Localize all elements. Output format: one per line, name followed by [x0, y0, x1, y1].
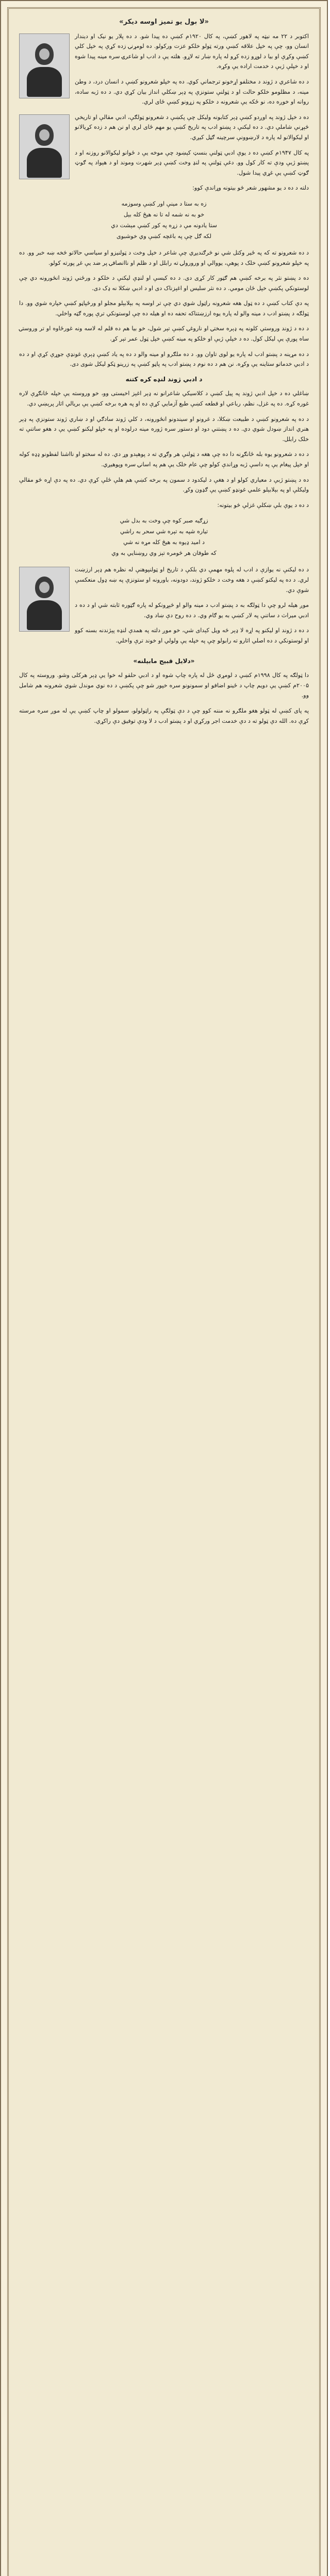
verse-line: لکه ګل چې په باغچه کښې وي خوشبوی	[117, 232, 211, 240]
paragraph: د ده مړینه د پښتو ادب له پاره یو لوی تاوان وو. د ده ملګرو او مینه والو د ده په یاد کښې ډېرې غونډې جوړې کړې او د ده د ادبي خدماتو ستاینه یې وکړه. نن هم د ده نوم د پښتو ادب په پاڼو کښې په زرینو ټکو لیکل شوی دی.	[19, 350, 309, 368]
paragraph: د ده د ژوند او لیکنو په اړه لا ډېر څه ویل کېدای شي، خو موږ دلته په همدې لنډه پېژندنه بسنه کوو او لوستونکي د ده اصلي اثارو ته رابولو چې په خپله یې ولولي او خوند ترې واخلي.	[75, 627, 309, 644]
page-frame	[7, 7, 321, 2576]
paragraph: ده د پښتو نثر په برخه کښې هم ګټور کار کړی دی. د ده کیسې او لنډې لیکنې د خلکو د ورځني ژوند انځورونه دي چې لوستونکي پکښې خپل ځان مومي. د ده نثر سلیس او اغېزناک دی او د ادبي ښکلا نه ډک دی.	[19, 275, 309, 292]
paragraph: اکتوبر د ۲۲ مه نیټه په لاهور کښې، په کال ۱۹۲۰م کښې ده پیدا شو. د ده پلار یو نیک او دیندار انسان وو، چې په خپل علاقه کښې ورته ټولو خلکو عزت ورکولو. ده لومړنۍ زده کړې په خپل کلي کښې وکړې او بیا د لوړو زده کړو له پاره ښار ته لاړو. هلته یې د ادب او شاعرۍ سره مینه پیدا شوه او د خپلې ژبې د خدمت اراده یې وکړه.	[75, 32, 309, 70]
verse-line: زه به ستا د مینې اور کښې وسوزمه	[121, 200, 207, 207]
paragraph: د ده د ژوند وروستي کلونه په ډېره سختۍ او ناروغۍ کښې تېر شول، خو بیا هم ده قلم له لاسه ونه غورځاوه او تر وروستۍ ساه پورې یې لیکل کول. ده د خپلې ژبې او خلکو په مینه کښې خپل ټول عمر تېر کړ.	[19, 325, 309, 343]
article-column	[19, 17, 309, 2576]
paragraph: د ده په شعرونو کښې د طبیعت ښکلا، د غرونو او سیندونو انځورونه، د کلي ژوند سادګي او د ښاري ژوند ستونزې په ډېر هنري انداز ښودل شوي دي. ده د پښتني دود او دستور سره ژوره مینه درلوده او په خپلو لیکنو کښې یې د هغو ساتنې ته خلک رابلل.	[19, 415, 309, 443]
verse-line: که طوفان هر څومره تېز وي روښنایي به وي	[111, 550, 217, 557]
paragraph: د ده د شعرونو یوه بله ځانګړنه دا ده چې هغه د ټولنې هر وګړي ته د پوهېدو وړ دي. ده له سختو او نااشنا لفظونو ډډه کوله او خپل پیغام یې په داسې ژبه وړاندې کولو چې عام خلک یې هم په اسانۍ سره وپوهیږي.	[19, 451, 309, 468]
verse-intro: د ده د یوې بلې ښکلې غزلې څو بیتونه:	[217, 501, 309, 509]
verse-intro: دلته د ده د یو مشهور شعر څو بیتونه وړاندې کوو:	[192, 184, 309, 192]
paragraph: ښاغلي ده د خپل ادبي ژوند په پیل کښې د کلاسیکي شاعرانو نه ډېر اغېز اخیستی وو، خو وروسته یې خپله ځانګړې لاره غوره کړه. ده په غزل، نظم، رباعي او قطعه کښې طبع آزمایي کړې ده او په هره برخه کښې یې بریالي اثار پرېښي دي.	[19, 390, 309, 408]
paragraph: د ده لیکنې نه یوازې د ادب له پلوه مهمې دي بلکې د تاریخ او ټولنپوهنې له نظره هم ډېر ارزښت لري. د ده په لیکنو کښې د هغه وخت د خلکو ژوند، دودونه، باورونه او ستونزې په ښه ډول منعکسې شوې دي.	[75, 566, 309, 594]
paragraph: په دې کتاب کښې د ده ټول هغه شعرونه راټول شوي دي چې تر اوسه په بېلابېلو مجلو او ورځپاڼو کښې خپاره شوي وو. دا ټولګه د پښتو ادب د مینه والو له پاره یوه ارزښتناکه تحفه ده او هیله ده چې لوستونکي ترې پوره ګټه واخلي.	[19, 300, 309, 317]
paragraph: دا ټولګه په کال ۱۹۹۸م کښې د لومړي ځل له پاره چاپ شوه او د ادبي حلقو له خوا یې ډېر هرکلی وشو. وروسته په کال ۲۰۰۵م کښې یې دویم چاپ د ځینو اضافو او سمونونو سره خپور شو چې پکښې د ده نوي موندل شوي شعرونه هم شامل وو.	[19, 672, 309, 699]
paragraph: ده د خپل ژوند په اوږدو کښې ډېر کتابونه ولیکل چې پکښې د شعرونو ټولګې، ادبي مقالې او تاریخي څېړنې شاملې دي. د ده لیکنې د پښتو ادب په تاریخ کښې یو مهم ځای لري او نن هم د زده کړیالانو او لیکوالانو له پاره د لارښوونې سرچینه ګڼل کیږي.	[75, 113, 309, 141]
verse-line: زړګیه صبر کوه چې وخت به بدل شي	[120, 517, 208, 524]
verse-line: تیاره شپه به تېره شي سحر به راشي	[120, 528, 208, 535]
verse-block	[19, 198, 309, 242]
paragraph: په پای کښې له ټولو هغو ملګرو نه مننه کوو چې د دې ټولګې په راټولولو، سمولو او چاپ کښې یې له موږ سره مرسته کړې ده. الله دې ټولو ته د دې خدمت اجر ورکړي او د پښتو ادب د لا ودې توفیق دې راکړي.	[19, 707, 309, 724]
paragraph: په کال ۱۹۴۷م کښې ده د یوې ادبي ټولنې بنسټ کېښود چې موخه یې د ځوانو لیکوالانو روزنه او د پښتو ژبې ودې ته کار کول وو. دغې ټولنې په لنډ وخت کښې ډېر شهرت وموند او د هېواد په ګوټ ګوټ کښې یې غړي پیدا شول.	[75, 149, 309, 176]
section-heading: «دلایل قبیح مابیلنه»	[133, 657, 195, 665]
paragraph: موږ هیله لرو چې دا ټولګه به د پښتو ادب د مینه والو او څېړونکو له پاره ګټوره ثابته شي او د ده د ادبي میراث د ساتنې په لار کښې به یو ګام وي. د ده روح دې ښاد وي.	[75, 602, 309, 619]
portrait-photo	[19, 114, 70, 179]
paragraph: ده د پښتو ژبې د معیاري کولو او د هغې د لیکدود د سمون په برخه کښې هم هلې ځلې کړې دي. ده په دې اړه څو مقالې ولیکلې او په بېلابېلو علمي غونډو کښې یې ګډون وکړ.	[19, 476, 309, 494]
verse-block	[19, 515, 309, 558]
author-portrait	[19, 33, 70, 98]
article-title: «لا بول یو تمیز اوسه دیکر»	[119, 18, 209, 26]
verse-line: خو به نه شمه له تا نه هیڅ کله بېل	[123, 211, 205, 218]
verse-line: ستا یادونه مې د زړه په کور کښې مېشت دي	[111, 222, 217, 229]
section-heading: د ادبي ژوند لنډه کره کتنه	[125, 375, 203, 383]
paragraph: د ده شاعري د ژوند د مختلفو اړخونو ترجماني کوي. ده په خپلو شعرونو کښې د انسان درد، د وطن مینه، د مظلومو خلکو حالت او د ټولنې ستونزې په ډېر ښکلي انداز بیان کړي دي. د ده ژبه ساده، روانه او خوږه ده، نو ځکه یې شعرونه د خلکو په زړونو کښې ځای لري.	[75, 78, 309, 106]
author-portrait-small	[19, 567, 70, 632]
paragraph: د ده شعرونو ته که په ځیر وکتل شي نو څرګندیږي چې شاعر د خپل وخت د ټولنیزو او سیاسي حالاتو څخه ښه خبر وو. ده په خپلو شعرونو کښې خلک د پوهې، یووالي او ورورولۍ ته رابلل او د ظلم او ناانصافۍ پر ضد یې غږ پورته کولو.	[19, 249, 309, 266]
verse-line: د امید ډیوه به هیڅ کله مړه نه شي	[123, 539, 205, 546]
